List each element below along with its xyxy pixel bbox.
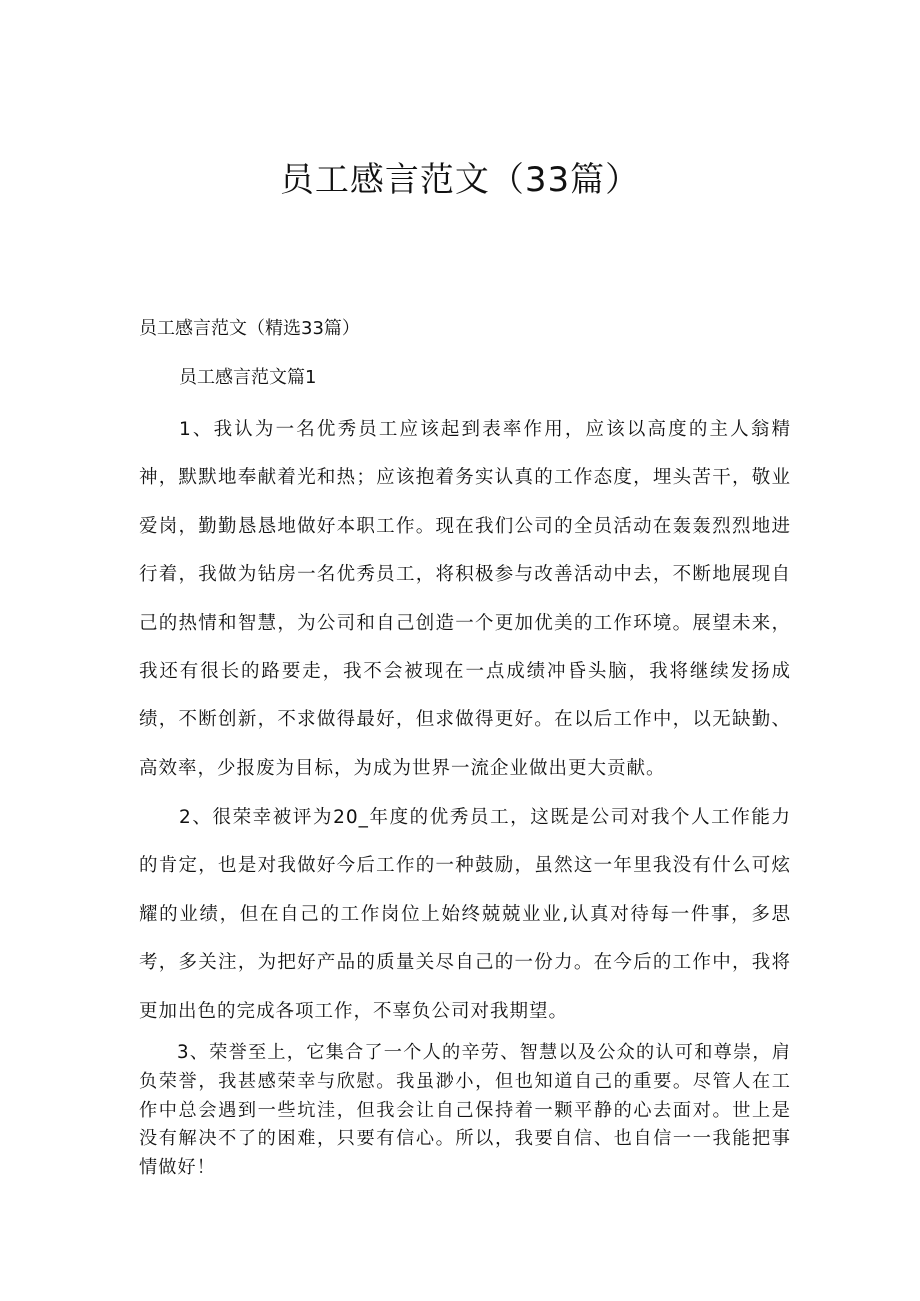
paragraph-1: 1、我认为一名优秀员工应该起到表率作用，应该以高度的主人翁精神，默默地奉献着光和热；应该抱着务实认真的工作态度，埋头苦干，敬业爱岗，勤勤恳恳地做好本职工作。现在我们公司的全员活动在轰轰烈烈地进行着，我做为钻房一名优秀员工，将积极参与改善活动中去，不断地展现自己的热情和智慧，为公司和自己创造一个更加优美的工作环境。展望未来，我还有很长的路要走，我不会被现在一点成绩冲昏头脑，我将继续发扬成绩，不断创新，不求做得最好，但求做得更好。在以后工作中，以无缺勤、高效率，少报废为目标，为成为世界一流企业做出更大贡献。 (139, 419, 791, 779)
document-subtitle: 员工感言范文（精选33篇） (139, 318, 360, 339)
paragraph-2: 2、很荣幸被评为20_年度的优秀员工，这既是公司对我个人工作能力的肯定，也是对我做好今后工作的一种鼓励，虽然这一年里我没有什么可炫耀的业绩，但在自己的工作岗位上始终兢兢业业,认真对待每一件事，多思考，多关注，为把好产品的质量关尽自己的一份力。在今后的工作中，我将更加出色的完成各项工作，不辜负公司对我期望。 (139, 807, 791, 1022)
section-heading: 员工感言范文篇1 (179, 367, 317, 388)
paragraph-3: 3、荣誉至上，它集合了一个人的辛劳、智慧以及公众的认可和尊崇，肩负荣誉，我甚感荣幸与欣慰。我虽渺小，但也知道自己的重要。尽管人在工作中总会遇到一些坑洼，但我会让自己保持着一颗平静的心去面对。世上是没有解决不了的困难，只要有信心。所以，我要自信、也自信一一我能把事情做好！ (139, 1042, 791, 1179)
document-title: 员工感言范文（33篇） (279, 160, 641, 200)
